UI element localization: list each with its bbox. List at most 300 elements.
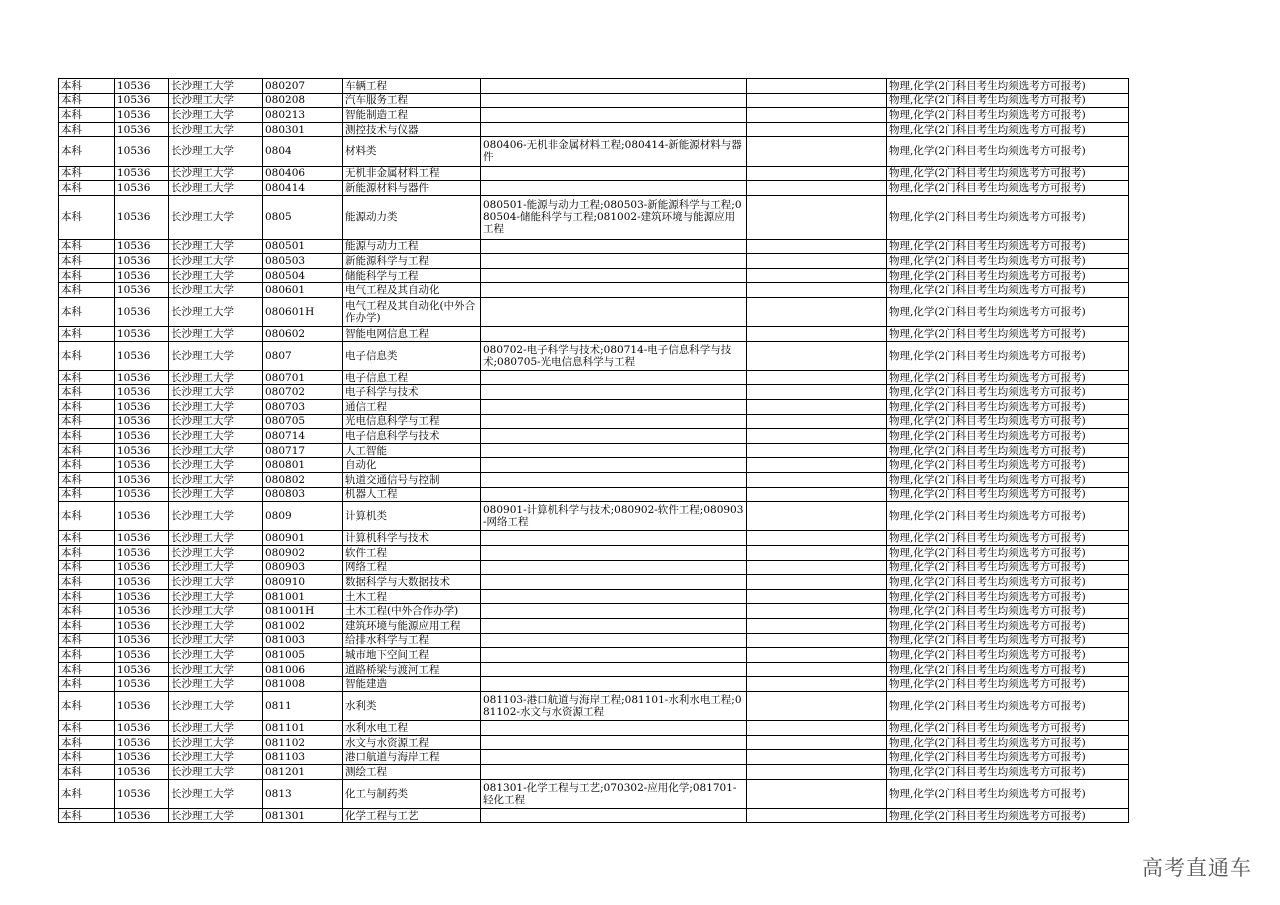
level-cell: 本科 (59, 195, 115, 239)
school-name-cell: 长沙理工大学 (169, 633, 263, 648)
level-cell: 本科 (59, 531, 115, 546)
major-name-cell: 机器人工程 (343, 487, 481, 502)
school-code-cell: 10536 (115, 108, 169, 123)
subject-requirement-cell: 物理,化学(2门科目考生均须选考方可报考) (887, 575, 1129, 590)
level-cell: 本科 (59, 341, 115, 370)
included-majors-cell (481, 662, 747, 677)
major-code-cell: 080501 (263, 239, 343, 254)
blank-cell (747, 502, 887, 531)
included-majors-cell (481, 268, 747, 283)
table-row (59, 181, 1129, 196)
level-cell: 本科 (59, 750, 115, 765)
school-code-cell: 10536 (115, 414, 169, 429)
school-name-cell: 长沙理工大学 (169, 443, 263, 458)
included-majors-cell (481, 239, 747, 254)
table-row (59, 721, 1129, 736)
table-row (59, 473, 1129, 488)
school-name-cell: 长沙理工大学 (169, 429, 263, 444)
school-code-cell: 10536 (115, 254, 169, 269)
school-name-cell: 长沙理工大学 (169, 122, 263, 137)
table-row (59, 283, 1129, 298)
blank-cell (747, 341, 887, 370)
school-name-cell: 长沙理工大学 (169, 414, 263, 429)
major-name-cell: 通信工程 (343, 400, 481, 415)
major-name-cell: 计算机类 (343, 502, 481, 531)
level-cell: 本科 (59, 137, 115, 166)
blank-cell (747, 195, 887, 239)
school-name-cell: 长沙理工大学 (169, 268, 263, 283)
level-cell: 本科 (59, 297, 115, 326)
major-name-cell: 水文与水资源工程 (343, 735, 481, 750)
blank-cell (747, 122, 887, 137)
blank-cell (747, 648, 887, 663)
major-name-cell: 电子科学与技术 (343, 385, 481, 400)
blank-cell (747, 750, 887, 765)
school-name-cell: 长沙理工大学 (169, 283, 263, 298)
table-row (59, 370, 1129, 385)
major-name-cell: 土木工程 (343, 589, 481, 604)
subject-requirement-cell: 物理,化学(2门科目考生均须选考方可报考) (887, 429, 1129, 444)
subject-requirement-cell: 物理,化学(2门科目考生均须选考方可报考) (887, 385, 1129, 400)
subject-requirement-cell: 物理,化学(2门科目考生均须选考方可报考) (887, 662, 1129, 677)
school-code-cell: 10536 (115, 648, 169, 663)
major-name-cell: 新能源科学与工程 (343, 254, 481, 269)
table-row (59, 531, 1129, 546)
subject-requirement-cell: 物理,化学(2门科目考生均须选考方可报考) (887, 93, 1129, 108)
level-cell: 本科 (59, 648, 115, 663)
table-row (59, 341, 1129, 370)
included-majors-cell (481, 531, 747, 546)
subject-requirement-cell: 物理,化学(2门科目考生均须选考方可报考) (887, 473, 1129, 488)
school-code-cell: 10536 (115, 385, 169, 400)
subject-requirement-cell: 物理,化学(2门科目考生均须选考方可报考) (887, 181, 1129, 196)
major-name-cell: 电气工程及其自动化(中外合作办学) (343, 297, 481, 326)
level-cell: 本科 (59, 93, 115, 108)
subject-requirement-cell: 物理,化学(2门科目考生均须选考方可报考) (887, 618, 1129, 633)
major-code-cell: 080702 (263, 385, 343, 400)
school-code-cell: 10536 (115, 283, 169, 298)
blank-cell (747, 764, 887, 779)
included-majors-cell (481, 648, 747, 663)
level-cell: 本科 (59, 166, 115, 181)
school-name-cell: 长沙理工大学 (169, 239, 263, 254)
included-majors-cell (481, 604, 747, 619)
level-cell: 本科 (59, 268, 115, 283)
major-name-cell: 给排水科学与工程 (343, 633, 481, 648)
subject-requirement-cell: 物理,化学(2门科目考生均须选考方可报考) (887, 297, 1129, 326)
school-code-cell: 10536 (115, 443, 169, 458)
major-code-cell: 080602 (263, 327, 343, 342)
level-cell: 本科 (59, 487, 115, 502)
school-code-cell: 10536 (115, 618, 169, 633)
school-name-cell: 长沙理工大学 (169, 327, 263, 342)
table-row (59, 254, 1129, 269)
subject-requirement-cell: 物理,化学(2门科目考生均须选考方可报考) (887, 370, 1129, 385)
school-name-cell: 长沙理工大学 (169, 604, 263, 619)
level-cell: 本科 (59, 254, 115, 269)
school-code-cell: 10536 (115, 93, 169, 108)
major-code-cell: 080714 (263, 429, 343, 444)
school-name-cell: 长沙理工大学 (169, 575, 263, 590)
subject-requirement-cell: 物理,化学(2门科目考生均须选考方可报考) (887, 502, 1129, 531)
school-code-cell: 10536 (115, 721, 169, 736)
blank-cell (747, 370, 887, 385)
subject-requirement-cell: 物理,化学(2门科目考生均须选考方可报考) (887, 808, 1129, 823)
blank-cell (747, 297, 887, 326)
major-code-cell: 080414 (263, 181, 343, 196)
major-name-cell: 道路桥梁与渡河工程 (343, 662, 481, 677)
level-cell: 本科 (59, 691, 115, 720)
level-cell: 本科 (59, 370, 115, 385)
major-code-cell: 0813 (263, 779, 343, 808)
school-name-cell: 长沙理工大学 (169, 750, 263, 765)
table-row (59, 618, 1129, 633)
watermark: 高考直通车 (1142, 856, 1252, 880)
major-name-cell: 水利水电工程 (343, 721, 481, 736)
major-name-cell: 新能源材料与器件 (343, 181, 481, 196)
subject-requirement-cell: 物理,化学(2门科目考生均须选考方可报考) (887, 589, 1129, 604)
school-name-cell: 长沙理工大学 (169, 721, 263, 736)
included-majors-cell (481, 283, 747, 298)
school-name-cell: 长沙理工大学 (169, 473, 263, 488)
table-row (59, 750, 1129, 765)
included-majors-cell (481, 414, 747, 429)
table-row (59, 589, 1129, 604)
school-code-cell: 10536 (115, 575, 169, 590)
major-name-cell: 化学工程与工艺 (343, 808, 481, 823)
major-code-cell: 080207 (263, 79, 343, 94)
major-code-cell: 080901 (263, 531, 343, 546)
level-cell: 本科 (59, 239, 115, 254)
major-code-cell: 080503 (263, 254, 343, 269)
included-majors-cell (481, 79, 747, 94)
subject-requirement-cell: 物理,化学(2门科目考生均须选考方可报考) (887, 400, 1129, 415)
blank-cell (747, 618, 887, 633)
level-cell: 本科 (59, 429, 115, 444)
major-name-cell: 土木工程(中外合作办学) (343, 604, 481, 619)
school-code-cell: 10536 (115, 779, 169, 808)
included-majors-cell (481, 750, 747, 765)
school-name-cell: 长沙理工大学 (169, 764, 263, 779)
blank-cell (747, 137, 887, 166)
blank-cell (747, 662, 887, 677)
major-code-cell: 080803 (263, 487, 343, 502)
table-row (59, 735, 1129, 750)
major-code-cell: 080213 (263, 108, 343, 123)
subject-requirement-cell: 物理,化学(2门科目考生均须选考方可报考) (887, 283, 1129, 298)
table-row (59, 93, 1129, 108)
enrollment-table (58, 78, 1129, 823)
included-majors-cell (481, 721, 747, 736)
school-code-cell: 10536 (115, 589, 169, 604)
level-cell: 本科 (59, 604, 115, 619)
included-majors-cell (481, 458, 747, 473)
level-cell: 本科 (59, 589, 115, 604)
major-name-cell: 智能制造工程 (343, 108, 481, 123)
school-code-cell: 10536 (115, 502, 169, 531)
blank-cell (747, 779, 887, 808)
school-name-cell: 长沙理工大学 (169, 487, 263, 502)
major-name-cell: 电子信息工程 (343, 370, 481, 385)
school-code-cell: 10536 (115, 181, 169, 196)
school-code-cell: 10536 (115, 750, 169, 765)
table-row (59, 604, 1129, 619)
school-code-cell: 10536 (115, 662, 169, 677)
level-cell: 本科 (59, 779, 115, 808)
school-name-cell: 长沙理工大学 (169, 370, 263, 385)
level-cell: 本科 (59, 560, 115, 575)
level-cell: 本科 (59, 575, 115, 590)
table-row (59, 400, 1129, 415)
table-row (59, 429, 1129, 444)
level-cell: 本科 (59, 808, 115, 823)
school-code-cell: 10536 (115, 122, 169, 137)
blank-cell (747, 473, 887, 488)
major-code-cell: 081201 (263, 764, 343, 779)
subject-requirement-cell: 物理,化学(2门科目考生均须选考方可报考) (887, 195, 1129, 239)
major-name-cell: 智能建造 (343, 677, 481, 692)
included-majors-cell (481, 677, 747, 692)
major-code-cell: 080504 (263, 268, 343, 283)
included-majors-cell (481, 764, 747, 779)
included-majors-cell (481, 487, 747, 502)
school-code-cell: 10536 (115, 473, 169, 488)
included-majors-cell (481, 473, 747, 488)
school-name-cell: 长沙理工大学 (169, 662, 263, 677)
included-majors-cell (481, 560, 747, 575)
table-row (59, 648, 1129, 663)
blank-cell (747, 735, 887, 750)
major-code-cell: 080705 (263, 414, 343, 429)
school-code-cell: 10536 (115, 195, 169, 239)
major-code-cell: 080903 (263, 560, 343, 575)
included-majors-cell (481, 575, 747, 590)
table-row (59, 808, 1129, 823)
table-row (59, 764, 1129, 779)
level-cell: 本科 (59, 662, 115, 677)
major-name-cell: 建筑环境与能源应用工程 (343, 618, 481, 633)
level-cell: 本科 (59, 400, 115, 415)
blank-cell (747, 589, 887, 604)
major-code-cell: 0811 (263, 691, 343, 720)
major-name-cell: 化工与制药类 (343, 779, 481, 808)
blank-cell (747, 691, 887, 720)
major-code-cell: 081001H (263, 604, 343, 619)
blank-cell (747, 239, 887, 254)
major-code-cell: 080301 (263, 122, 343, 137)
blank-cell (747, 268, 887, 283)
table-row (59, 560, 1129, 575)
included-majors-cell (481, 546, 747, 561)
major-name-cell: 港口航道与海岸工程 (343, 750, 481, 765)
subject-requirement-cell: 物理,化学(2门科目考生均须选考方可报考) (887, 268, 1129, 283)
blank-cell (747, 327, 887, 342)
major-code-cell: 081103 (263, 750, 343, 765)
school-code-cell: 10536 (115, 764, 169, 779)
level-cell: 本科 (59, 618, 115, 633)
school-name-cell: 长沙理工大学 (169, 195, 263, 239)
level-cell: 本科 (59, 721, 115, 736)
school-name-cell: 长沙理工大学 (169, 297, 263, 326)
subject-requirement-cell: 物理,化学(2门科目考生均须选考方可报考) (887, 735, 1129, 750)
level-cell: 本科 (59, 79, 115, 94)
table-row (59, 239, 1129, 254)
included-majors-cell: 080901-计算机科学与技术;080902-软件工程;080903-网络工程 (481, 502, 747, 531)
subject-requirement-cell: 物理,化学(2门科目考生均须选考方可报考) (887, 648, 1129, 663)
included-majors-cell: 081301-化学工程与工艺;070302-应用化学;081701-轻化工程 (481, 779, 747, 808)
subject-requirement-cell: 物理,化学(2门科目考生均须选考方可报考) (887, 327, 1129, 342)
major-code-cell: 080902 (263, 546, 343, 561)
school-code-cell: 10536 (115, 808, 169, 823)
school-code-cell: 10536 (115, 268, 169, 283)
blank-cell (747, 487, 887, 502)
school-code-cell: 10536 (115, 137, 169, 166)
major-code-cell: 081008 (263, 677, 343, 692)
school-code-cell: 10536 (115, 327, 169, 342)
major-code-cell: 081002 (263, 618, 343, 633)
major-code-cell: 0809 (263, 502, 343, 531)
subject-requirement-cell: 物理,化学(2门科目考生均须选考方可报考) (887, 443, 1129, 458)
major-name-cell: 测绘工程 (343, 764, 481, 779)
major-name-cell: 汽车服务工程 (343, 93, 481, 108)
subject-requirement-cell: 物理,化学(2门科目考生均须选考方可报考) (887, 458, 1129, 473)
school-name-cell: 长沙理工大学 (169, 341, 263, 370)
included-majors-cell: 080501-能源与动力工程;080503-新能源科学与工程;080504-储能科学与工程;081002-建筑环境与能源应用工程 (481, 195, 747, 239)
included-majors-cell (481, 633, 747, 648)
school-name-cell: 长沙理工大学 (169, 648, 263, 663)
level-cell: 本科 (59, 764, 115, 779)
included-majors-cell (481, 808, 747, 823)
major-code-cell: 081006 (263, 662, 343, 677)
blank-cell (747, 531, 887, 546)
major-code-cell: 080717 (263, 443, 343, 458)
major-code-cell: 080208 (263, 93, 343, 108)
blank-cell (747, 604, 887, 619)
school-code-cell: 10536 (115, 79, 169, 94)
school-name-cell: 长沙理工大学 (169, 502, 263, 531)
subject-requirement-cell: 物理,化学(2门科目考生均须选考方可报考) (887, 691, 1129, 720)
level-cell: 本科 (59, 327, 115, 342)
major-code-cell: 080801 (263, 458, 343, 473)
table-row (59, 443, 1129, 458)
blank-cell (747, 546, 887, 561)
major-name-cell: 人工智能 (343, 443, 481, 458)
school-name-cell: 长沙理工大学 (169, 166, 263, 181)
major-code-cell: 0804 (263, 137, 343, 166)
subject-requirement-cell: 物理,化学(2门科目考生均须选考方可报考) (887, 122, 1129, 137)
blank-cell (747, 429, 887, 444)
blank-cell (747, 443, 887, 458)
table-row (59, 502, 1129, 531)
included-majors-cell (481, 297, 747, 326)
major-name-cell: 软件工程 (343, 546, 481, 561)
blank-cell (747, 181, 887, 196)
major-name-cell: 测控技术与仪器 (343, 122, 481, 137)
school-name-cell: 长沙理工大学 (169, 531, 263, 546)
school-code-cell: 10536 (115, 546, 169, 561)
school-code-cell: 10536 (115, 560, 169, 575)
blank-cell (747, 108, 887, 123)
table-row (59, 385, 1129, 400)
included-majors-cell (481, 166, 747, 181)
school-name-cell: 长沙理工大学 (169, 618, 263, 633)
subject-requirement-cell: 物理,化学(2门科目考生均须选考方可报考) (887, 341, 1129, 370)
table-row (59, 691, 1129, 720)
included-majors-cell (481, 618, 747, 633)
included-majors-cell: 080702-电子科学与技术;080714-电子信息科学与技术;080705-光电信息科学与工程 (481, 341, 747, 370)
school-name-cell: 长沙理工大学 (169, 458, 263, 473)
included-majors-cell (481, 254, 747, 269)
school-code-cell: 10536 (115, 429, 169, 444)
major-code-cell: 081101 (263, 721, 343, 736)
included-majors-cell (481, 400, 747, 415)
subject-requirement-cell: 物理,化学(2门科目考生均须选考方可报考) (887, 414, 1129, 429)
level-cell: 本科 (59, 633, 115, 648)
included-majors-cell: 081103-港口航道与海岸工程;081101-水利水电工程;081102-水文与水资源工程 (481, 691, 747, 720)
included-majors-cell (481, 93, 747, 108)
subject-requirement-cell: 物理,化学(2门科目考生均须选考方可报考) (887, 779, 1129, 808)
table-row (59, 327, 1129, 342)
school-name-cell: 长沙理工大学 (169, 589, 263, 604)
subject-requirement-cell: 物理,化学(2门科目考生均须选考方可报考) (887, 560, 1129, 575)
school-code-cell: 10536 (115, 691, 169, 720)
school-name-cell: 长沙理工大学 (169, 779, 263, 808)
major-code-cell: 080601 (263, 283, 343, 298)
table-row (59, 546, 1129, 561)
included-majors-cell (481, 589, 747, 604)
level-cell: 本科 (59, 473, 115, 488)
subject-requirement-cell: 物理,化学(2门科目考生均须选考方可报考) (887, 487, 1129, 502)
major-name-cell: 计算机科学与技术 (343, 531, 481, 546)
blank-cell (747, 633, 887, 648)
school-code-cell: 10536 (115, 735, 169, 750)
included-majors-cell (481, 443, 747, 458)
table-row (59, 268, 1129, 283)
major-name-cell: 无机非金属材料工程 (343, 166, 481, 181)
blank-cell (747, 283, 887, 298)
major-code-cell: 080701 (263, 370, 343, 385)
school-name-cell: 长沙理工大学 (169, 137, 263, 166)
level-cell: 本科 (59, 385, 115, 400)
included-majors-cell: 080406-无机非金属材料工程;080414-新能源材料与器件 (481, 137, 747, 166)
major-name-cell: 数据科学与大数据技术 (343, 575, 481, 590)
school-code-cell: 10536 (115, 604, 169, 619)
included-majors-cell (481, 385, 747, 400)
subject-requirement-cell: 物理,化学(2门科目考生均须选考方可报考) (887, 546, 1129, 561)
table-row (59, 487, 1129, 502)
major-name-cell: 水利类 (343, 691, 481, 720)
school-code-cell: 10536 (115, 239, 169, 254)
major-code-cell: 080406 (263, 166, 343, 181)
subject-requirement-cell: 物理,化学(2门科目考生均须选考方可报考) (887, 79, 1129, 94)
major-code-cell: 0805 (263, 195, 343, 239)
level-cell: 本科 (59, 502, 115, 531)
major-name-cell: 电子信息科学与技术 (343, 429, 481, 444)
major-code-cell: 080802 (263, 473, 343, 488)
school-name-cell: 长沙理工大学 (169, 400, 263, 415)
subject-requirement-cell: 物理,化学(2门科目考生均须选考方可报考) (887, 166, 1129, 181)
level-cell: 本科 (59, 122, 115, 137)
major-code-cell: 081003 (263, 633, 343, 648)
subject-requirement-cell: 物理,化学(2门科目考生均须选考方可报考) (887, 137, 1129, 166)
major-name-cell: 储能科学与工程 (343, 268, 481, 283)
blank-cell (747, 400, 887, 415)
major-code-cell: 081301 (263, 808, 343, 823)
blank-cell (747, 721, 887, 736)
table-row (59, 137, 1129, 166)
school-code-cell: 10536 (115, 487, 169, 502)
table-row (59, 633, 1129, 648)
